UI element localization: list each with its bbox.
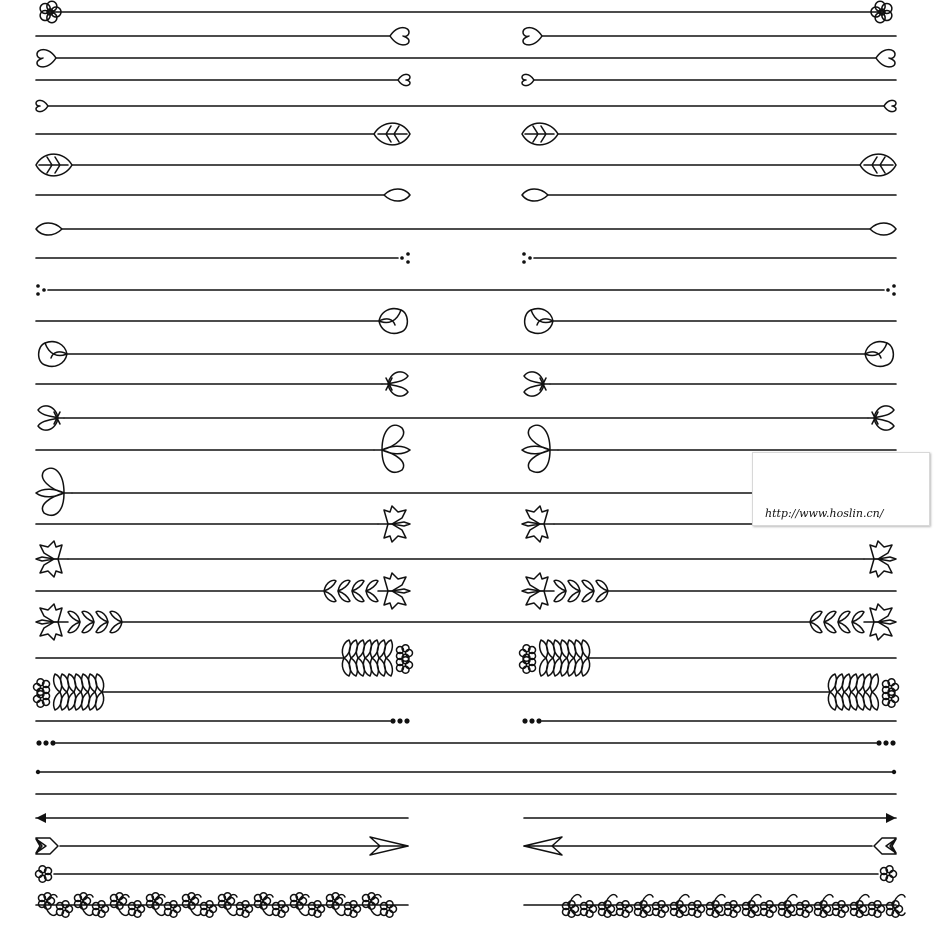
divider-seed-double bbox=[36, 223, 896, 235]
garland-flower-icon bbox=[236, 901, 252, 918]
seed-icon bbox=[36, 223, 62, 235]
heart-icon bbox=[876, 50, 895, 67]
seed-icon bbox=[384, 189, 410, 201]
heart-icon bbox=[523, 28, 542, 45]
divider-small-flower bbox=[36, 866, 897, 883]
garland-flower-icon bbox=[380, 901, 396, 918]
divider-heart-small-double bbox=[36, 100, 896, 111]
divider-seed bbox=[36, 189, 896, 201]
carnation-icon bbox=[36, 541, 68, 577]
endDot-icon bbox=[892, 770, 896, 774]
tulip-icon bbox=[524, 372, 550, 396]
leaf-icon bbox=[36, 154, 72, 176]
threeDots-icon bbox=[522, 718, 541, 723]
divider-tulip bbox=[36, 372, 896, 396]
garland-flower-icon bbox=[688, 901, 704, 918]
miniFlower-icon bbox=[36, 866, 52, 883]
heartSmall-icon bbox=[398, 74, 410, 85]
fletch-icon bbox=[36, 838, 58, 854]
divider-dot-ends bbox=[36, 770, 896, 774]
garland-flower-icon bbox=[724, 901, 740, 918]
garland-flower-icon bbox=[272, 901, 288, 918]
divider-leaf-double bbox=[36, 154, 896, 176]
divider-dots-double bbox=[36, 284, 896, 296]
lily-icon bbox=[522, 425, 558, 472]
threeDots-icon bbox=[876, 740, 895, 745]
dots-icon bbox=[522, 252, 532, 264]
lily-icon bbox=[36, 468, 72, 515]
sprig-icon bbox=[36, 604, 122, 640]
watermark-url: http://www.hoslin.cn/ bbox=[765, 507, 884, 520]
arrow-head-icon bbox=[36, 813, 46, 823]
garland-flower-icon bbox=[92, 901, 108, 918]
divider-carnation-sprig-double bbox=[36, 604, 896, 640]
divider-three-dots-double bbox=[36, 740, 895, 745]
garland-flower-icon bbox=[344, 901, 360, 918]
bud-icon bbox=[379, 309, 407, 334]
threeDots-icon bbox=[390, 718, 409, 723]
heartSmall-icon bbox=[522, 74, 534, 85]
fletch-icon bbox=[874, 838, 896, 854]
tulip-icon bbox=[868, 406, 894, 430]
endDot-icon bbox=[36, 770, 40, 774]
fern-icon bbox=[342, 640, 412, 676]
fern-icon bbox=[828, 674, 898, 710]
dots-icon bbox=[400, 252, 410, 264]
seed-icon bbox=[870, 223, 896, 235]
tulip-icon bbox=[38, 406, 64, 430]
tulip-icon bbox=[382, 372, 408, 396]
threeDots-icon bbox=[36, 740, 55, 745]
bud-icon bbox=[39, 342, 67, 367]
carnation-icon bbox=[522, 506, 554, 542]
divider-fern-flower-double bbox=[34, 674, 899, 710]
garland-flower-icon bbox=[128, 901, 144, 918]
leaf-icon bbox=[860, 154, 896, 176]
divider-leaf bbox=[36, 123, 896, 145]
divider-bud-double bbox=[39, 342, 894, 367]
lily-icon bbox=[374, 425, 410, 472]
garland-flower-icon bbox=[652, 901, 668, 918]
garland-flower-icon bbox=[796, 901, 812, 918]
garland-flower-icon bbox=[580, 901, 596, 918]
sprig-icon bbox=[810, 604, 896, 640]
heart-icon bbox=[390, 28, 409, 45]
divider-floral-garland bbox=[36, 893, 905, 918]
divider-carnation-sprig bbox=[36, 573, 896, 609]
sprig-icon bbox=[522, 573, 608, 609]
divider-fern-flower bbox=[36, 640, 896, 676]
divider-arrow bbox=[36, 813, 896, 823]
divider-heart-double bbox=[37, 50, 895, 67]
divider-carnation-double bbox=[36, 541, 896, 577]
carnation-icon bbox=[378, 506, 410, 542]
leaf-icon bbox=[374, 123, 410, 145]
divider-flower-ends bbox=[40, 1, 892, 22]
bud-icon bbox=[865, 342, 893, 367]
garland-flower-icon bbox=[200, 901, 216, 918]
garland-flower-icon bbox=[164, 901, 180, 918]
divider-bud bbox=[36, 309, 896, 334]
arrow-head-icon bbox=[886, 813, 896, 823]
garland-flower-icon bbox=[868, 901, 884, 918]
dots-icon bbox=[886, 284, 896, 296]
garland-flower-icon bbox=[832, 901, 848, 918]
bud-icon bbox=[525, 309, 553, 334]
heart-icon bbox=[37, 50, 56, 67]
watermark-box bbox=[752, 452, 930, 526]
divider-heart bbox=[36, 28, 896, 45]
divider-heart-small bbox=[36, 74, 896, 85]
fern-icon bbox=[520, 640, 590, 676]
leaf-icon bbox=[522, 123, 558, 145]
garland-flower-icon bbox=[56, 901, 72, 918]
garland-flower-icon bbox=[616, 901, 632, 918]
watermark-site-name: 红楼网 bbox=[801, 480, 880, 505]
heartSmall-icon bbox=[884, 100, 896, 111]
fern-icon bbox=[34, 674, 104, 710]
divider-dots bbox=[36, 252, 896, 264]
dots-icon bbox=[36, 284, 46, 296]
carnation-icon bbox=[864, 541, 896, 577]
divider-three-dots bbox=[36, 718, 896, 723]
seed-icon bbox=[522, 189, 548, 201]
miniFlower-icon bbox=[880, 866, 896, 883]
divider-tulip-double bbox=[38, 406, 894, 430]
divider-fletched-arrow bbox=[36, 837, 896, 855]
garland-flower-icon bbox=[760, 901, 776, 918]
heartSmall-icon bbox=[36, 100, 48, 111]
sprig-icon bbox=[324, 573, 410, 609]
garland-flower-icon bbox=[308, 901, 324, 918]
